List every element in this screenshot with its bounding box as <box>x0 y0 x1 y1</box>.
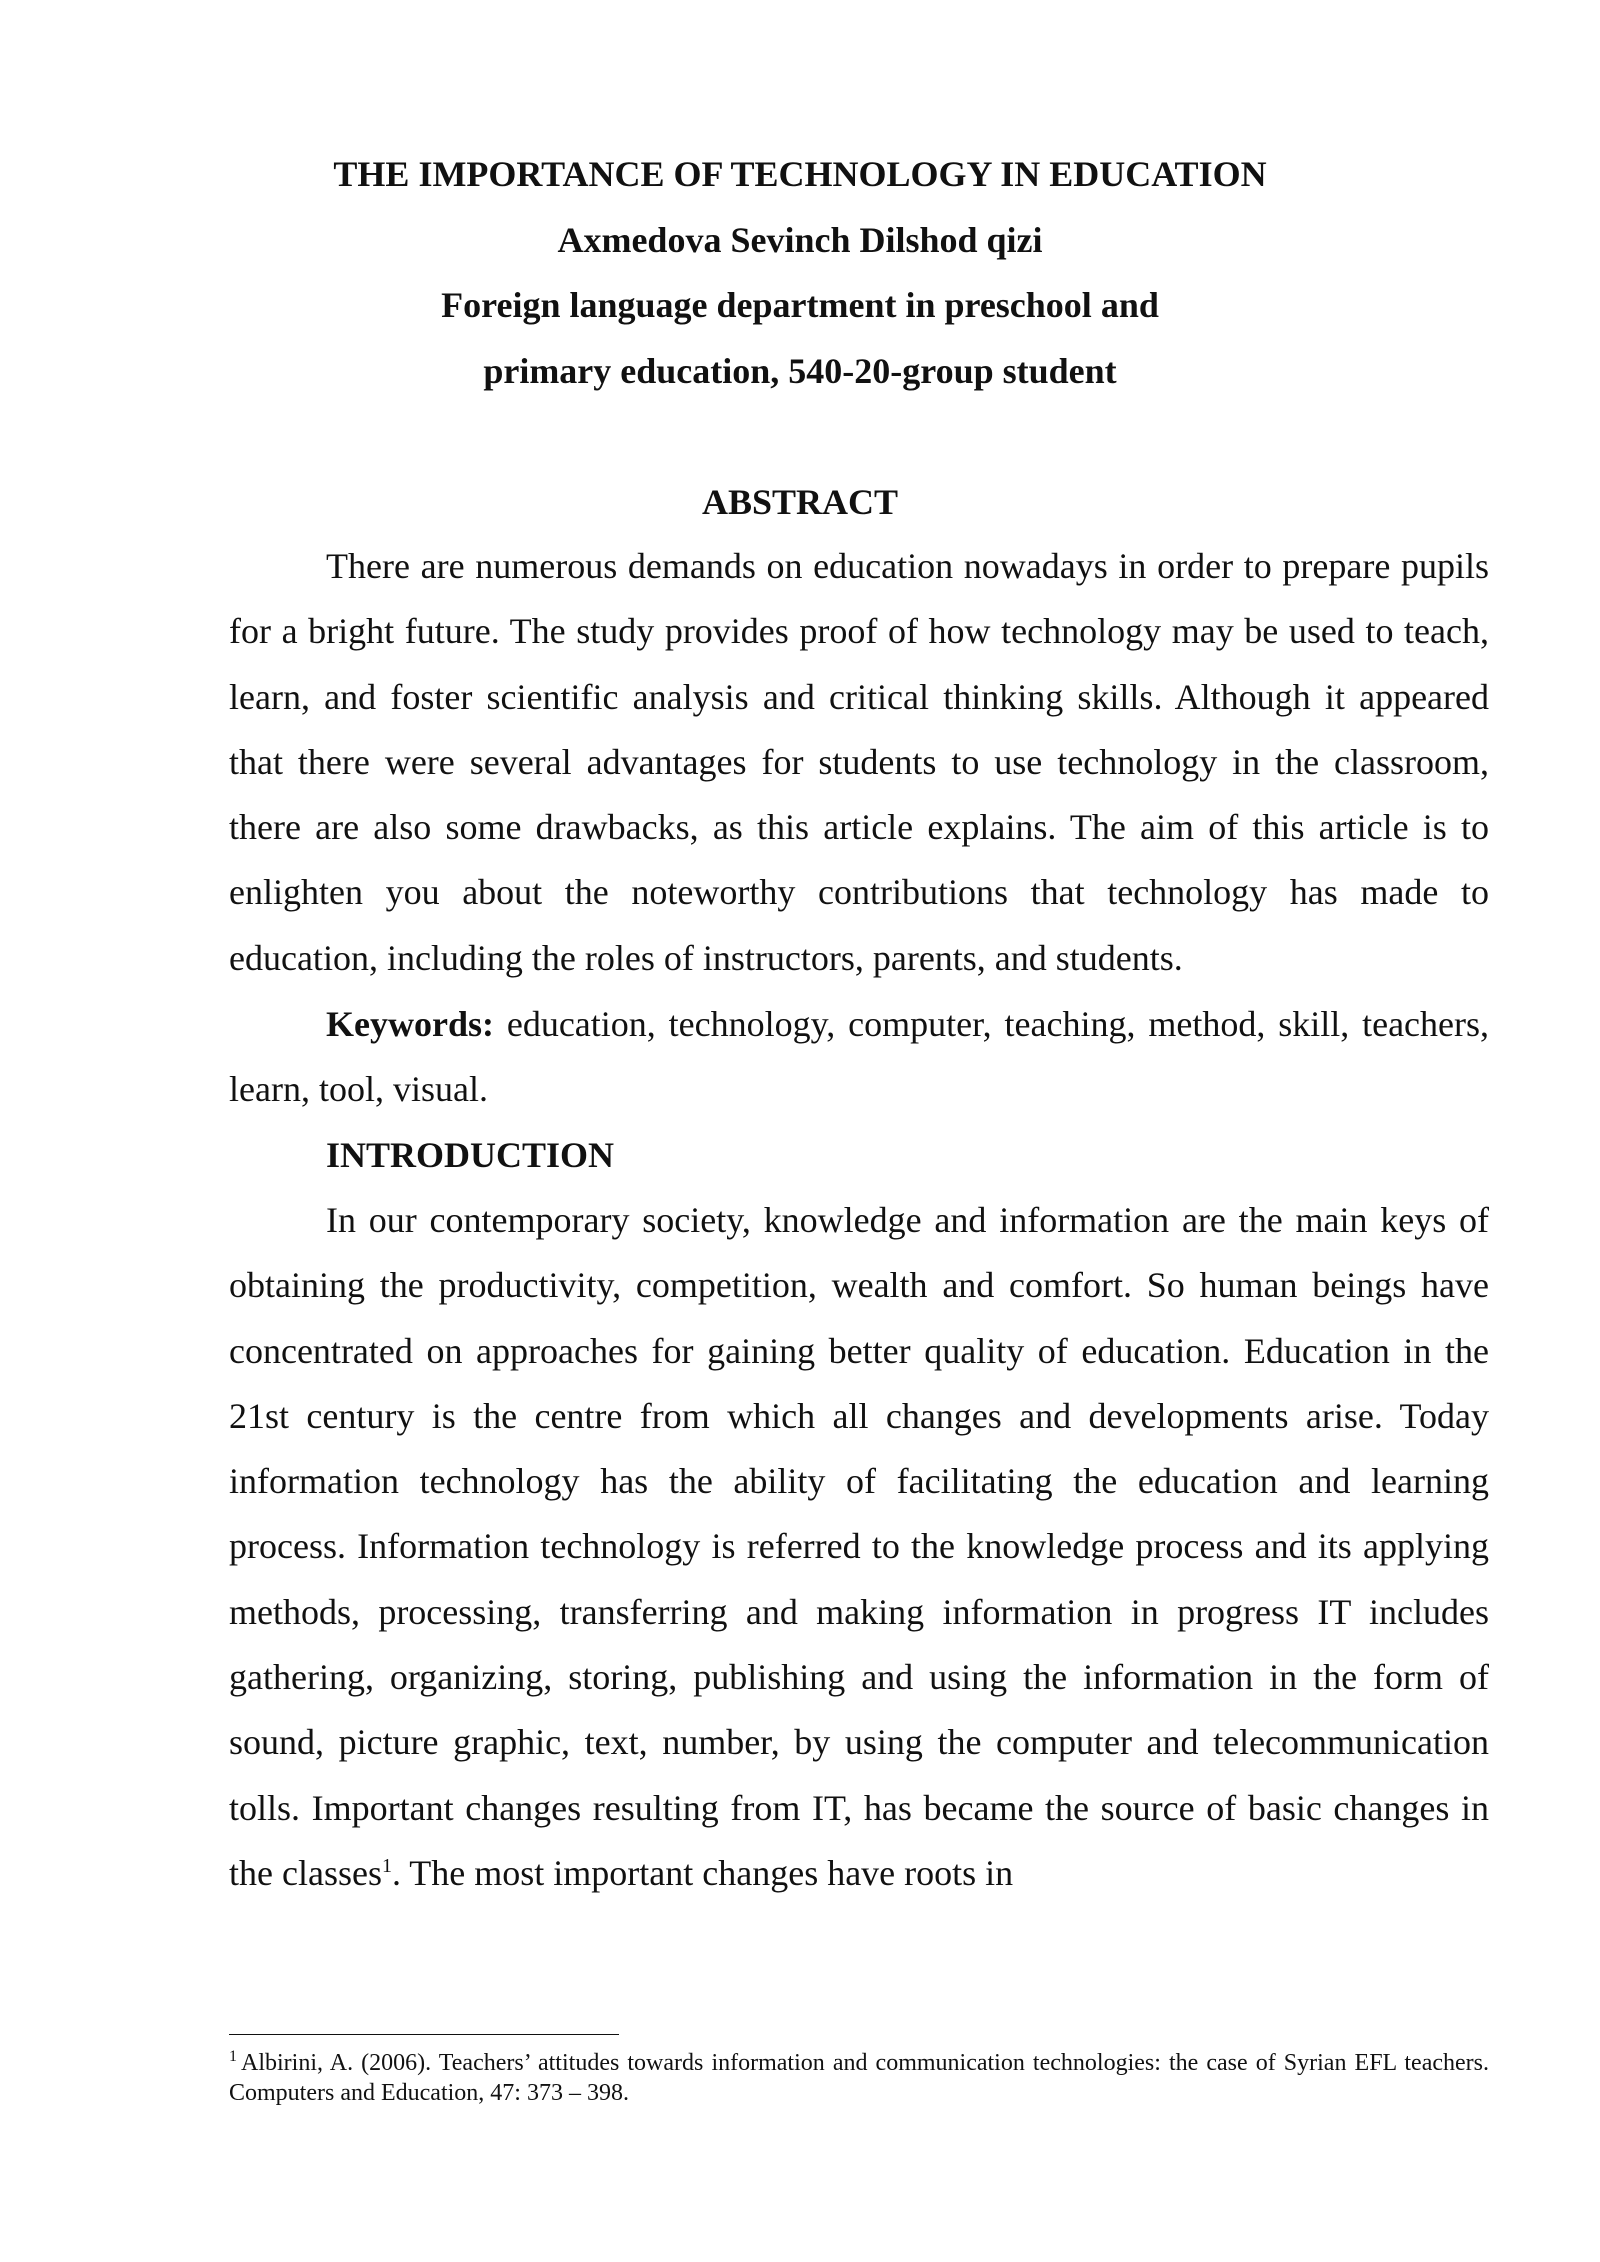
abstract-text: There are numerous demands on education nowadays in order to prepare pupils for a bright future. The study provides proof of how technology may be used to teach, learn, and foster scientific analysis and critical thinking skills. Although it appeared that there were several advantages for students to use technology in the classroom, there are also some drawbacks, as this article explains. The aim of this article is to enlighten you about the noteworthy contributions that technology has made to education, including the roles of instructors, parents, and students. <box>229 546 1489 978</box>
affiliation-line-2: primary education, 540-20-group student <box>483 351 1117 391</box>
footnote-separator <box>229 2034 619 2035</box>
abstract-section <box>229 534 1489 991</box>
introduction-paragraph <box>229 1188 1489 1906</box>
keywords-list: education, technology, computer, teaching, method, skill, teachers, learn, tool, visual. <box>229 1004 1489 1110</box>
keywords-label: Keywords: <box>326 1004 494 1044</box>
abstract-heading: ABSTRACT <box>701 482 899 522</box>
introduction-heading-wrap <box>229 1123 1489 1188</box>
footnote-mark: 1 <box>229 2048 237 2065</box>
keywords-section <box>229 992 1489 1123</box>
footnote-text: Albirini, A. (2006). Teachers’ attitudes towards information and communication technologies: the case of Syrian EFL teachers. Computers and Education, 47: 373 – 398. <box>229 2050 1489 2106</box>
author-name: Axmedova Sevinch Dilshod qizi <box>557 220 1043 260</box>
keywords-paragraph <box>229 992 1489 1123</box>
introduction-heading: INTRODUCTION <box>326 1135 615 1175</box>
introduction-text-continued: . The most important changes have roots in <box>391 1852 1014 1893</box>
footnote <box>229 2048 1489 2108</box>
introduction-text: In our contemporary society, knowledge and information are the main keys of obtaining the productivity, competition, wealth and comfort. So human beings have concentrated on approaches for gaining better quality of education. Education in the 21st century is the centre from which all changes and developments arise. Today information technology has the ability of facilitating the education and learning process. Information technology is referred to the knowledge process and its applying methods, processing, transferring and making information in progress IT includes gathering, organizing, storing, publishing and using the information in the form of sound, picture graphic, text, number, by using the computer and telecommunication tolls. Important changes resulting from IT, has became the source of basic changes in the classes <box>229 1200 1489 1893</box>
introduction-section <box>229 1188 1489 1906</box>
paper-title: THE IMPORTANCE OF TECHNOLOGY IN EDUCATION <box>333 154 1267 194</box>
footnote-reference[interactable]: 1 <box>381 1854 392 1877</box>
affiliation-line-1: Foreign language department in preschool and <box>441 285 1159 325</box>
